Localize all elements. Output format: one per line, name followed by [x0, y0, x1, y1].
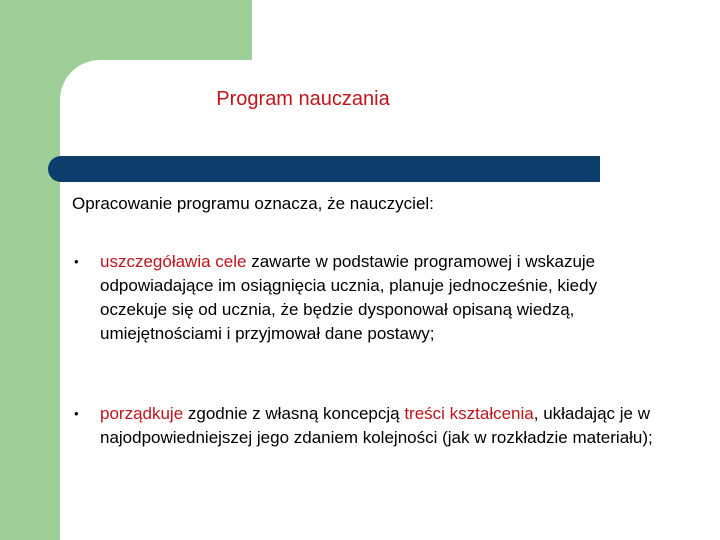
- bullet-2-mid: zgodnie z własną koncepcją: [183, 404, 405, 423]
- title-divider-bar: [48, 156, 600, 182]
- bullet-text-2: [100, 402, 660, 450]
- keyword-cele: cele: [215, 252, 247, 271]
- slide-title: Program nauczania: [216, 88, 390, 110]
- slide-heading: Opracowanie programu oznacza, że nauczyciel:: [72, 194, 434, 213]
- bullet-2-rest: , układając je w najodpowiedniejszej jego zdaniem kolejności (jak w rozkładzie materiału);: [100, 404, 653, 447]
- bullet-marker: •: [74, 254, 79, 269]
- bullet-1-rest: zawarte w podstawie programowej i wskazuje odpowiadające im osiągnięcia ucznia, planuje jednocześnie, kiedy oczekuje się od ucznia, że będzie dysponował opisaną wiedzą, umiejętnościami i przyjmował dane postawy;: [100, 252, 598, 343]
- keyword-uszczegolawia: uszczegóławia: [100, 252, 211, 271]
- keyword-porzadkuje: porządkuje: [100, 404, 184, 423]
- bullet-marker: •: [74, 406, 79, 421]
- keyword-tresci-ksztalcenia: treści kształcenia: [404, 404, 534, 423]
- bullet-text-1: [100, 250, 660, 346]
